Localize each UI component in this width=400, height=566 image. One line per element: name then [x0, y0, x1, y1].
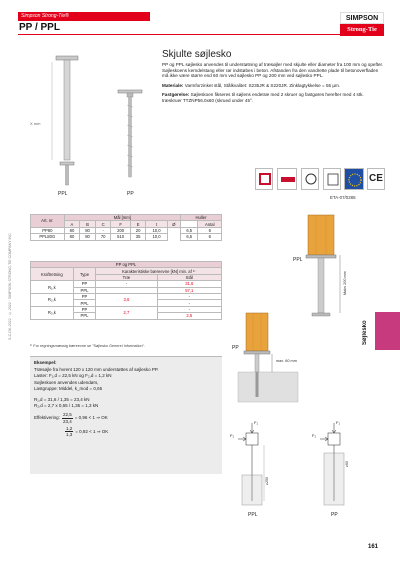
- eq-result: = 0,92 < 1 ⇒ OK: [75, 428, 109, 434]
- th-sub: C: [95, 221, 111, 227]
- effekt-label: Effektivering:: [34, 415, 60, 421]
- capacity-table: [30, 261, 222, 320]
- title-rule: [18, 34, 340, 35]
- example-calc: R₂,d = 2,7 x 0,65 / 1,35 = 1,3 kN: [34, 403, 99, 409]
- eta-number: ETA-07/0285: [330, 195, 356, 200]
- force-cell: R₁,k: [31, 281, 74, 294]
- page-number: 161: [368, 544, 379, 550]
- cell: 6,5: [181, 227, 198, 233]
- cell: 2,7: [96, 306, 157, 319]
- materials-label: Materiale:: [162, 82, 184, 88]
- cert-badge-4: [323, 168, 341, 190]
- cell: PPL: [73, 313, 96, 319]
- eq-result: = 0,96 < 1 ⇒ OK: [74, 415, 108, 421]
- cell: PPL: [73, 300, 96, 306]
- cell: 10,0: [146, 227, 167, 233]
- cert-badge-1: [255, 168, 273, 190]
- cell: 80: [64, 234, 80, 240]
- fraction: [62, 412, 73, 424]
- simpson-logo: [340, 12, 384, 36]
- th-type: Type: [73, 268, 96, 281]
- desc-fastening: [162, 92, 384, 103]
- table-row: [31, 281, 222, 287]
- denominator: 23,4: [62, 419, 72, 425]
- f1-label-pp: F₁: [336, 420, 340, 425]
- th-char: Karakteristiske bæreevne [kN] min. af ¹⁾: [96, 268, 222, 274]
- max-pp-label: max. 60 mm: [276, 359, 297, 363]
- example-line: Lastgruppe: Middel, k_mod = 0,65: [34, 385, 103, 391]
- cell: PPL: [73, 287, 96, 293]
- f2-label-pp: F₂: [312, 433, 316, 438]
- cell: -: [157, 306, 221, 312]
- th-sub: A: [64, 221, 80, 227]
- cell: 70: [95, 234, 111, 240]
- cell: -: [157, 300, 221, 306]
- desc-para1: PP og PPL søjlesko anvendes til understøtning af træsøjler med skjulte eller diameter fra 100 mm og opefter. Søjleskoens kerndelstang eller rør indstøbes i beton. Afstanden fra den vandrette plade til betonoverfladen må ikke være større end 60 mm ved søjlesko PP og 200 mm ved søjlesko PPL.: [162, 62, 384, 79]
- cell: 57,1: [157, 287, 221, 293]
- cell: 6: [198, 234, 222, 240]
- cell: 80: [80, 227, 96, 233]
- pp-installation: [238, 313, 298, 402]
- dim-label: X mm: [30, 121, 41, 126]
- example-line: Laster: F₁,d = 22,5 kN og F₂,d = 1,2 kN: [34, 373, 112, 379]
- series-tag: Simpson Strong-Tie®: [18, 12, 150, 21]
- f1-label: F₁: [254, 420, 258, 425]
- effectiveness-eq2: [34, 426, 218, 438]
- cert-badge-3: [301, 168, 319, 190]
- cell: 6,5: [181, 234, 198, 240]
- table-note: ¹⁾ For regningsmæssig bæreevne se "Søjlesko Generel Information".: [30, 344, 146, 348]
- fraction: [65, 426, 73, 438]
- cell: 510: [111, 234, 130, 240]
- numerator: 1,2: [66, 425, 73, 431]
- max-ppl-label: Maks 200 mm: [343, 271, 347, 295]
- effectiveness-eq1: [34, 412, 218, 424]
- ppl-connector-image: [56, 56, 78, 185]
- cell: 80: [64, 227, 80, 233]
- label-ppl: PPL: [58, 191, 68, 197]
- th-art: Art. nr.: [31, 215, 65, 228]
- page-title: PP / PPL: [19, 22, 60, 33]
- materials-text: Varmforzinket stål, Stålkvalitet: S235JR & S220JR. Zinklagtykkelse = 55 µm.: [183, 82, 341, 88]
- label-pp: PP: [127, 191, 134, 197]
- numerator: 22,5: [62, 412, 72, 418]
- th-mal: Mål [mm]: [64, 215, 180, 221]
- bottom-label-ppl: PPL: [248, 512, 258, 518]
- cell: 80: [80, 234, 96, 240]
- cell: 3,6: [96, 293, 157, 306]
- dimensions-table: [30, 214, 222, 241]
- th-sub: t: [146, 221, 167, 227]
- th-force: Kraftretning: [31, 268, 74, 281]
- description: [162, 62, 384, 108]
- cell: PP: [73, 306, 96, 312]
- example-line: Træsøjle fra hvrent 120 x 120 mm understøttes af søjlesko PP.: [34, 367, 159, 373]
- draw-label-ppl: PPL: [293, 257, 303, 263]
- cell: PP80: [31, 227, 65, 233]
- force-cell: R₃,k: [31, 306, 74, 319]
- cell: 2,5: [157, 313, 221, 319]
- product-figure: [20, 50, 160, 210]
- fastening-text: Søjleskoen fikseres til søjlens endetræ med 2 skruer og fastgøres herefter med 4 stk. træskruer TTZNP56.0x60 (skrued under 45°.: [162, 92, 364, 103]
- th-sub: E: [130, 221, 146, 227]
- dim-250-label: ≥250: [265, 477, 269, 485]
- th-sub: F: [111, 221, 130, 227]
- header: [0, 0, 400, 34]
- cell: 35: [130, 234, 146, 240]
- force-cell: R₂,k: [31, 293, 74, 306]
- logo-top: SIMPSON: [340, 12, 384, 24]
- ppl-installation: [306, 215, 336, 316]
- th-tree: Træ: [96, 274, 157, 280]
- eta-icon: [344, 168, 364, 190]
- pp-connector-image: [118, 90, 142, 177]
- section-tab: [375, 312, 400, 350]
- cell: 200: [111, 227, 130, 233]
- force-diagram-ppl: [238, 423, 264, 505]
- example-line: Søjleskoen anvendes udendørs,: [34, 379, 99, 385]
- cell: -: [157, 293, 221, 299]
- f2-label: F₂: [230, 433, 234, 438]
- example-title: Eksempel:: [34, 360, 57, 365]
- example-calc: R₁,d = 31,6 / 1,35 = 23,4 kN: [34, 397, 90, 403]
- cell: 6: [198, 227, 222, 233]
- fastening-label: Fastgørelse:: [162, 92, 190, 98]
- side-code: S-C-DK-2022 · © 2022 · SIMPSON STRONG-TIE COMPANY INC: [8, 233, 12, 340]
- denominator: 1,3: [66, 432, 73, 438]
- th-sub: B: [80, 221, 96, 227]
- desc-materials: [162, 83, 384, 89]
- bottom-label-pp: PP: [331, 512, 338, 518]
- cell: -: [96, 281, 157, 287]
- th-group: PP og PPL: [31, 262, 222, 268]
- logo-bottom: Strong-Tie: [340, 24, 384, 36]
- section-tab-label: Søjlesko: [362, 320, 368, 346]
- cell: 31,6: [157, 281, 221, 287]
- table-row: [31, 234, 222, 240]
- certification-row: [255, 168, 385, 194]
- section-heading: Skjulte søjlesko: [162, 49, 232, 60]
- cell: 20: [130, 227, 146, 233]
- draw-label-pp: PP: [232, 345, 239, 351]
- cell: 10,0: [146, 234, 167, 240]
- th-steel: Stål: [157, 274, 221, 280]
- dim-60-label: ≥60: [345, 461, 349, 467]
- force-diagram-pp: [320, 423, 344, 505]
- installation-drawing: [228, 205, 378, 525]
- ce-mark-icon: CE: [367, 168, 385, 190]
- cell: PPL80G: [31, 234, 65, 240]
- th-huller: Huller: [181, 215, 222, 221]
- cell: PP: [73, 281, 96, 287]
- example-box: [30, 356, 222, 474]
- th-sub: Antal: [198, 221, 222, 227]
- cert-badge-2: [277, 168, 297, 190]
- cell: -: [95, 227, 111, 233]
- th-sub: Ø: [167, 221, 180, 227]
- cell: PP: [73, 293, 96, 299]
